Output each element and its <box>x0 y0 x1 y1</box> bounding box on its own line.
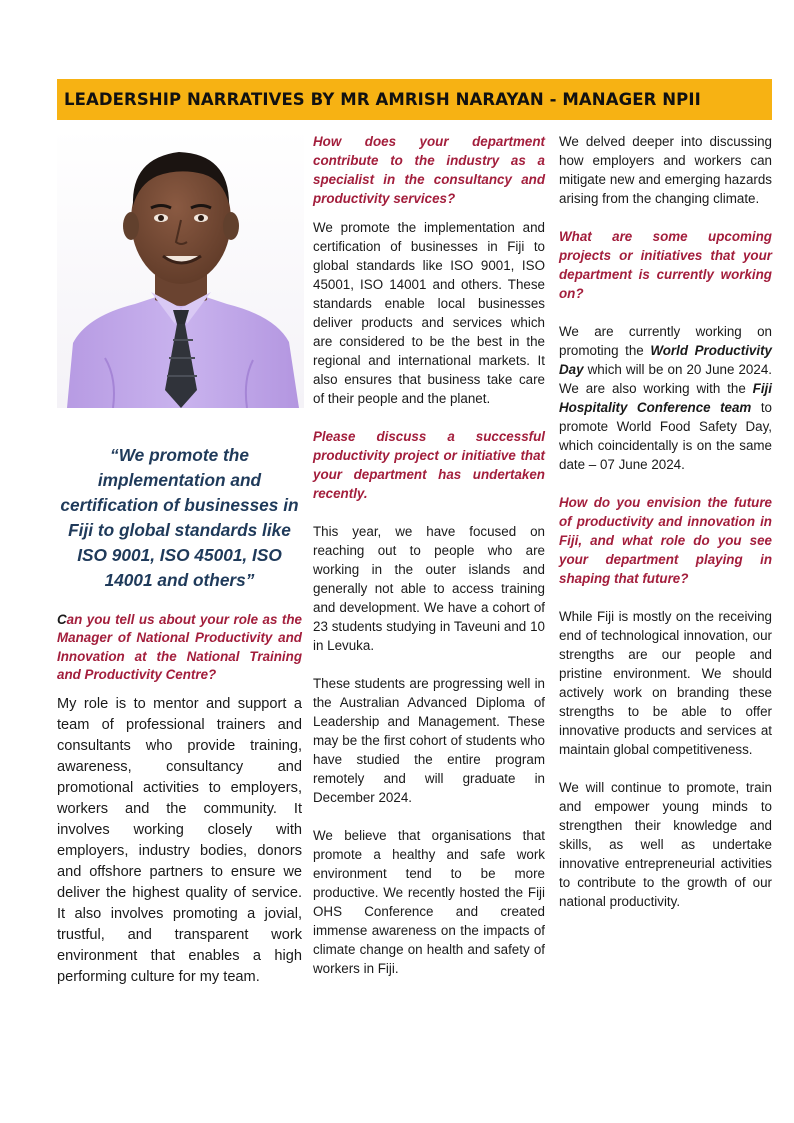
question-1 <box>57 611 302 684</box>
pull-quote: “We promote the implementation and certification of businesses in Fiji to global standards like ISO 9001, ISO 45001, ISO 14001 and others” <box>60 445 299 590</box>
right-column <box>559 132 772 911</box>
question-4: What are some upcoming projects or initiatives that your department is currently working on? <box>559 229 772 301</box>
answer-3-paragraph-3: We believe that organisations that promote a healthy and safe work environment tend to be more productive. We recently hosted the Fiji OHS Conference and created immense awareness on the impacts of climate change on health and safety of workers in Fiji. <box>313 828 545 976</box>
left-column <box>57 128 302 988</box>
question-1-initial: C <box>57 612 67 627</box>
answer-3-paragraph-4: We delved deeper into discussing how employers and workers can mitigate new and emerging hazards arising from the changing climate. <box>559 134 772 206</box>
question-3: Please discuss a successful productivity project or initiative that your department has undertaken recently. <box>313 429 545 501</box>
answer-4-middle: which will be on 20 June 2024. We are also working with the <box>559 362 772 396</box>
page-title: LEADERSHIP NARRATIVES BY MR AMRISH NARAYAN - MANAGER NPII <box>64 90 701 109</box>
world-productivity-day: World Productivity Day <box>559 343 772 377</box>
answer-5-paragraph-2: We will continue to promote, train and empower young minds to strengthen their knowledge and skills, as well as undertake innovative entrepreneurial activities to contribute to the growth of our national productivity. <box>559 780 772 909</box>
answer-5-paragraph-1: While Fiji is mostly on the receiving end of technological innovation, our strengths are our people and pristine environment. We should actively work on branding these strengths to be able to offer innovative products and services at maintain global competitiveness. <box>559 609 772 757</box>
answer-4-intro: We are currently working on promoting the <box>559 324 772 358</box>
answer-4 <box>559 322 772 474</box>
fiji-hospitality-conference-team: Fiji Hospitality Conference team <box>559 381 772 415</box>
answer-2: We promote the implementation and certification of businesses in Fiji to global standards like ISO 9001, ISO 45001, ISO 14001 and others. These standards enable local businesses deliver products and services which are considered to be the best in the regional and international markets. It also ensures that business take care of their people and the planet. <box>313 220 545 406</box>
answer-4-end: to promote World Food Safety Day, which coincidentally is on the same date – 07 June 2024. <box>559 400 772 472</box>
middle-column <box>313 132 545 978</box>
answer-1: My role is to mentor and support a team of professional trainers and consultants who provide training, awareness, consultancy and promotional activities to employers, workers and the community. It involves working closely with employers, industry bodies, donors and offshore partners to ensure we deliver the highest quality of service. It also involves promoting a jovial, trustful, and transparent work environment that enables a high performing culture for my team. <box>57 696 302 986</box>
question-5: How do you envision the future of productivity and innovation in Fiji, and what role do you see your department playing in shaping that future? <box>559 495 772 586</box>
portrait-photo <box>57 128 304 408</box>
header-banner <box>57 79 772 120</box>
question-2: How does your department contribute to the industry as a specialist in the consultancy and productivity services? <box>313 134 545 206</box>
answer-3-paragraph-2: These students are progressing well in the Australian Advanced Diploma of Leadership and Management. These may be the first cohort of students who have studied the entire program remotely and will graduate in December 2024. <box>313 676 545 805</box>
question-1-text: an you tell us about your role as the Manager of National Productivity and Innovation at the National Training and Productivity Centre? <box>57 612 302 682</box>
answer-3-paragraph-1: This year, we have focused on reaching out to people who are working in the outer islands and generally not able to access training and development. We have a cohort of 23 students studying in Taveuni and 10 in Levuka. <box>313 524 545 653</box>
